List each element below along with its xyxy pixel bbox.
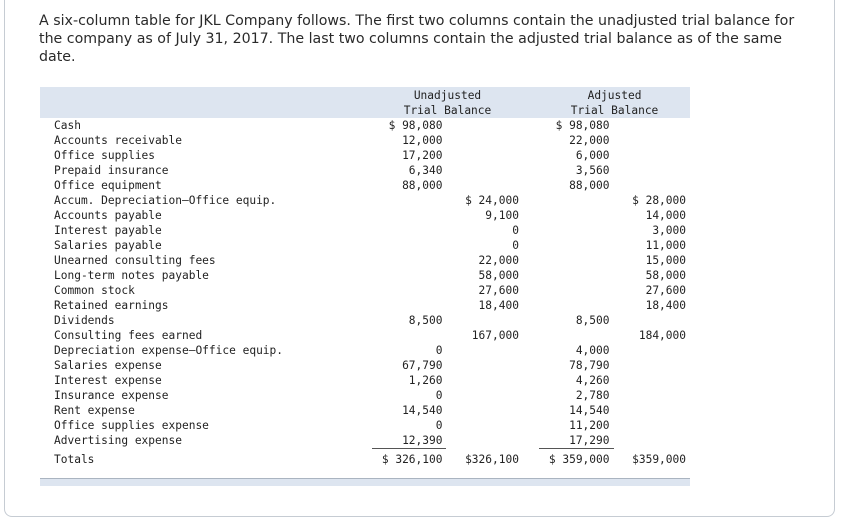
adjusted-debit [539,283,613,298]
table-row [40,238,690,253]
adjusted-credit [614,163,691,178]
adjusted-debit [539,268,613,283]
unadjusted-credit [446,313,522,328]
totals-label: Totals [54,452,95,466]
table-row [40,163,690,178]
adjusted-credit: 184,000 [638,329,686,342]
unadjusted-credit [446,418,522,433]
unadjusted-debit: 0 [435,389,443,402]
unadjusted-credit: 0 [512,239,519,252]
unadjusted-debit [372,223,446,238]
table-row [40,358,690,373]
table-row [40,313,690,328]
unadjusted-debit: 12,390 [372,433,446,449]
table-row [40,223,690,238]
adjusted-credit [614,358,691,373]
footer-band [40,478,690,486]
adjusted-credit [614,433,691,449]
account-name: Unearned consulting fees [54,254,216,267]
spacer [523,449,539,468]
table-row [40,268,690,283]
account-name: Accounts payable [54,209,162,222]
adjusted-debit: 8,500 [575,314,610,327]
unadjusted-credit: 58,000 [478,269,519,282]
table-row [40,298,690,313]
unadjusted-debit [372,208,446,223]
spacer [523,328,539,343]
adjusted-debit [539,223,613,238]
adjusted-debit [539,208,613,223]
adjusted-debit: 6,000 [575,149,610,162]
account-name: Dividends [54,314,115,327]
adjusted-debit: 22,000 [569,134,610,147]
total-adjusted-debit: $ 359,000 [548,453,610,466]
totals-row [40,449,690,468]
adjusted-debit [539,193,613,208]
adjusted-credit [614,418,691,433]
account-name: Interest expense [54,374,162,387]
adjusted-credit: 18,400 [645,299,686,312]
unadjusted-credit [446,433,522,449]
adjusted-debit: 14,540 [569,404,610,417]
spacer [523,253,539,268]
account-name: Common stock [54,284,135,297]
table-row [40,403,690,418]
unadjusted-credit: 167,000 [471,329,519,342]
adjusted-credit [614,178,691,193]
adjusted-debit [539,328,613,343]
table-row [40,133,690,148]
adjusted-credit [614,118,691,133]
table-row [40,373,690,388]
unadjusted-debit [372,298,446,313]
adjusted-credit: 58,000 [645,269,686,282]
intro-paragraph: A six-column table for JKL Company follows. The first two columns contain the unadjusted trial balance for the company as of July 31, 2017. The last two columns contain the adjusted trial balance as of the same date. [39,13,795,65]
adjusted-credit [614,313,691,328]
adjusted-debit: 11,200 [569,419,610,432]
unadjusted-debit: 8,500 [408,314,443,327]
spacer [523,358,539,373]
unadjusted-credit [446,358,522,373]
unadjusted-credit [446,118,522,133]
trial-balance-table-container [40,87,690,487]
table-row [40,388,690,403]
total-unadjusted-credit: $326,100 [465,452,519,466]
unadjusted-debit [372,328,446,343]
spacer [523,193,539,208]
spacer [523,268,539,283]
spacer [523,343,539,358]
unadjusted-credit [446,178,522,193]
adjusted-debit [539,238,613,253]
spacer [523,163,539,178]
adjusted-credit [614,403,691,418]
table-row [40,418,690,433]
account-name: Accum. Depreciation—Office equip. [54,194,277,207]
table-row [40,433,690,449]
unadjusted-credit: 22,000 [478,254,519,267]
unadjusted-debit: 14,540 [402,404,443,417]
table-row [40,208,690,223]
unadjusted-credit: $ 24,000 [465,194,519,207]
account-name: Depreciation expense—Office equip. [54,344,284,357]
adjusted-credit [614,373,691,388]
adjusted-debit: $ 98,080 [555,119,610,132]
table-row [40,118,690,133]
account-name: Salaries expense [54,359,162,372]
adjusted-credit: $ 28,000 [632,194,686,207]
spacer [523,238,539,253]
adjusted-credit: 3,000 [652,224,686,237]
adjusted-debit: 3,560 [575,164,610,177]
account-header [40,87,372,103]
unadjusted-debit [372,193,446,208]
unadjusted-credit [446,373,522,388]
account-name: Prepaid insurance [54,164,169,177]
unadjusted-debit: 12,000 [402,134,443,147]
table-row [40,253,690,268]
adjusted-credit: 27,600 [645,284,686,297]
unadjusted-header-line1: Unadjusted [413,89,482,102]
account-name: Office supplies [54,149,156,162]
table-row [40,193,690,208]
unadjusted-debit: 1,260 [408,374,443,387]
table-row [40,328,690,343]
spacer [523,388,539,403]
table-row [40,283,690,298]
spacer [523,433,539,449]
unadjusted-debit [372,283,446,298]
unadjusted-credit [446,388,522,403]
unadjusted-credit: 9,100 [485,209,519,222]
unadjusted-debit [372,238,446,253]
account-name: Accounts receivable [54,134,182,147]
spacer [523,118,539,133]
account-name: Cash [54,119,81,132]
unadjusted-credit [446,343,522,358]
unadjusted-debit: 17,200 [402,149,443,162]
spacer [523,133,539,148]
adjusted-debit: 4,260 [575,374,610,387]
adjusted-debit: 2,780 [575,389,610,402]
unadjusted-credit [446,403,522,418]
unadjusted-credit [446,133,522,148]
unadjusted-debit: 88,000 [402,179,443,192]
adjusted-credit: 14,000 [645,209,686,222]
unadjusted-credit [446,163,522,178]
adjusted-debit [539,298,613,313]
adjusted-credit: 15,000 [645,254,686,267]
spacer [523,373,539,388]
table-row [40,178,690,193]
unadjusted-debit: 6,340 [408,164,443,177]
unadjusted-credit: 0 [512,224,519,237]
spacer [523,208,539,223]
spacer [523,178,539,193]
spacer [523,403,539,418]
spacer [523,283,539,298]
account-name: Salaries payable [54,239,162,252]
adjusted-debit: 17,290 [539,433,613,449]
account-name: Office equipment [54,179,162,192]
account-name: Consulting fees earned [54,329,203,342]
account-name: Office supplies expense [54,419,209,432]
unadjusted-debit: $ 98,080 [388,119,443,132]
adjusted-credit [614,388,691,403]
account-name: Long-term notes payable [54,269,209,282]
account-name: Rent expense [54,404,135,417]
account-name: Insurance expense [54,389,169,402]
adjusted-debit: 88,000 [569,179,610,192]
spacer [523,298,539,313]
unadjusted-header-line2: Trial Balance [403,104,492,117]
unadjusted-debit [372,253,446,268]
adjusted-debit: 4,000 [575,344,610,357]
unadjusted-debit: 0 [435,419,443,432]
table-row [40,148,690,163]
spacer [523,313,539,328]
adjusted-credit [614,148,691,163]
spacer [523,223,539,238]
adjusted-debit: 78,790 [569,359,610,372]
adjusted-header-line2: Trial Balance [570,104,659,117]
unadjusted-debit [372,268,446,283]
adjusted-credit: 11,000 [645,239,686,252]
account-name: Interest payable [54,224,162,237]
unadjusted-debit: 67,790 [402,359,443,372]
spacer [523,148,539,163]
total-adjusted-credit: $359,000 [632,452,686,466]
adjusted-credit [614,133,691,148]
account-name: Advertising expense [54,434,182,448]
adjusted-debit [539,253,613,268]
unadjusted-credit [446,148,522,163]
account-name: Retained earnings [54,299,169,312]
total-unadjusted-debit: $ 326,100 [381,453,443,466]
trial-balance-table [40,87,690,467]
table-body [40,118,690,467]
unadjusted-debit: 0 [435,344,443,357]
table-row [40,343,690,358]
unadjusted-credit: 18,400 [478,299,519,312]
unadjusted-credit: 27,600 [478,284,519,297]
adjusted-header-line1: Adjusted [587,89,642,102]
spacer [523,418,539,433]
adjusted-credit [614,343,691,358]
